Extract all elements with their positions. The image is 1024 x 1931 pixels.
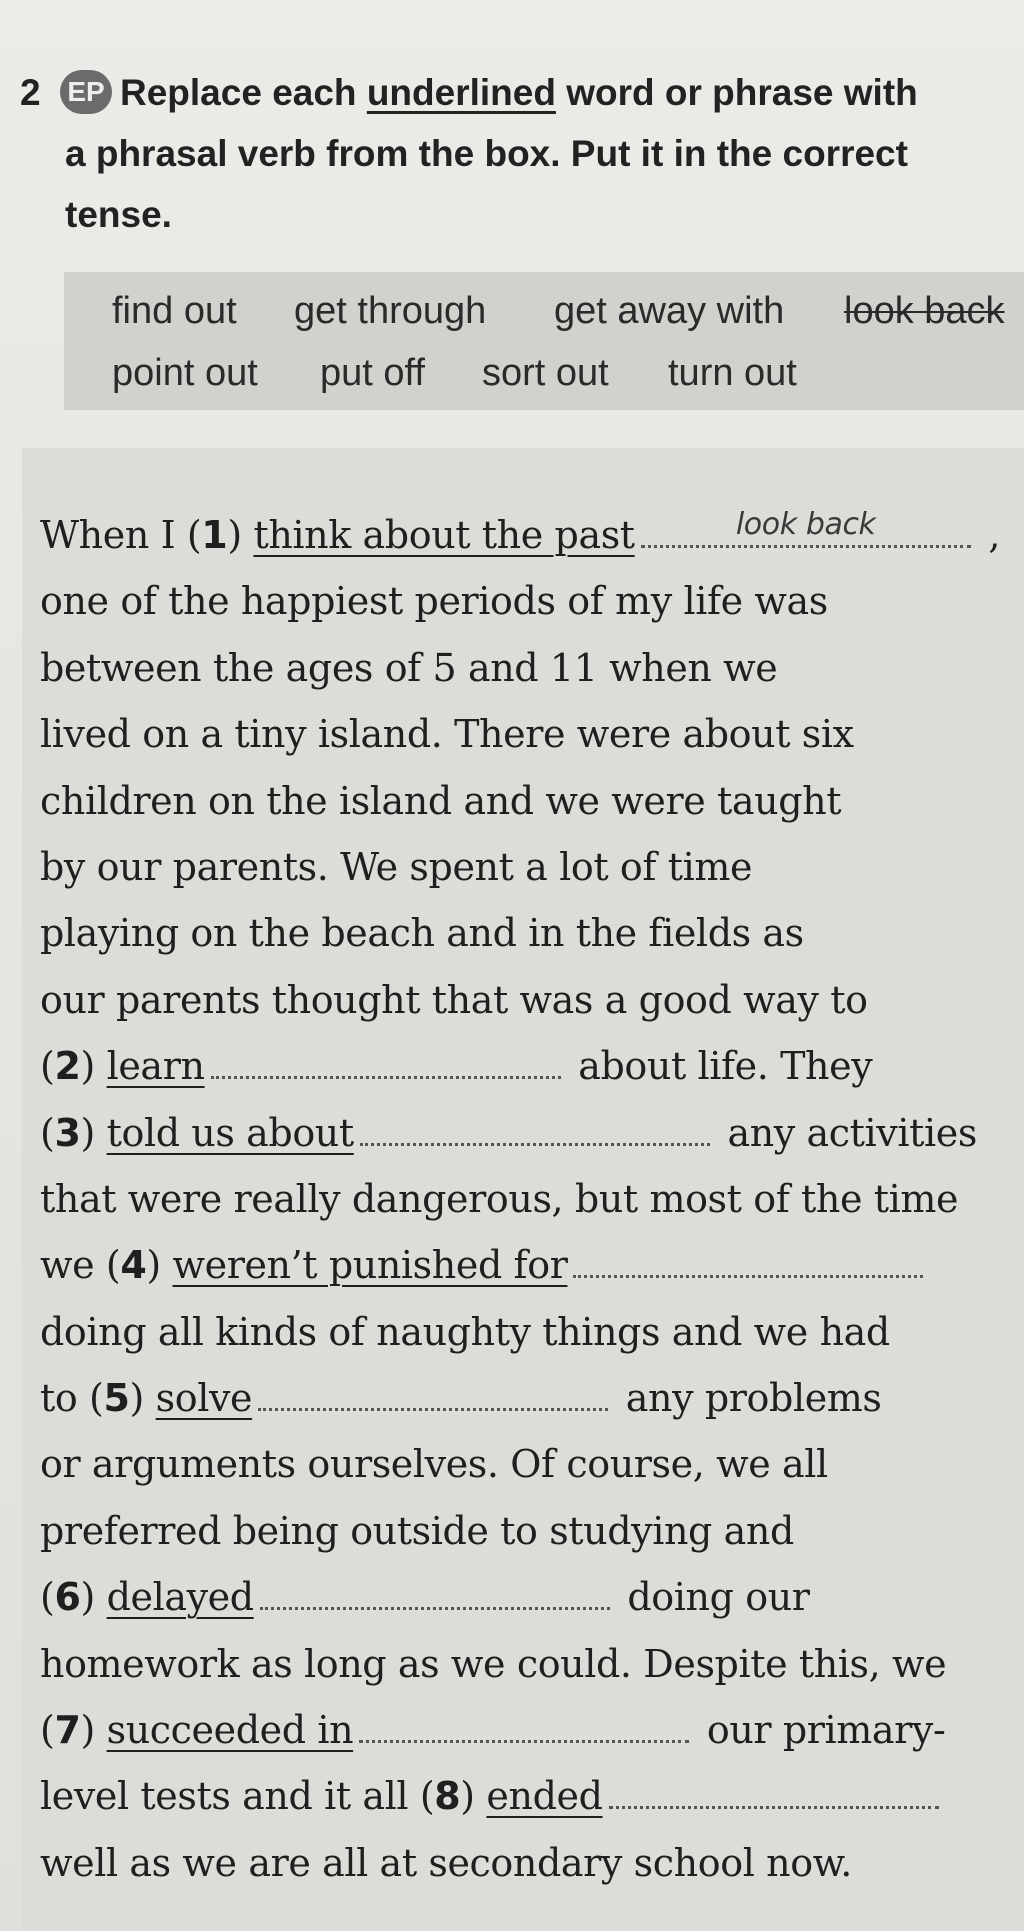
answer-blank-4[interactable]	[573, 1245, 923, 1278]
passage-line-15: or arguments ourselves. Of course, we all	[40, 1442, 828, 1487]
underlined-phrase-1: think about the past	[253, 513, 635, 557]
passage-line-1: When I (1) think about the past look back ,	[40, 507, 1001, 557]
passage-line-6: by our parents. We spent a lot of time	[40, 844, 753, 889]
passage-line-16: preferred being outside to studying and	[40, 1508, 794, 1553]
answer-blank-7[interactable]	[359, 1710, 689, 1743]
exercise-number: 2	[20, 72, 41, 113]
passage-line-8: our parents thought that was a good way to	[40, 977, 868, 1022]
exercise-instruction: 2 EP Replace each underlined word or phrase with a phrasal verb from the box. Put it in the correct tense.	[20, 62, 1010, 245]
passage-line-10: (3) told us about any activities	[40, 1110, 977, 1155]
passage-line-21: well as we are all at secondary school now.	[40, 1840, 852, 1885]
ep-badge-icon: EP	[60, 70, 112, 114]
answer-blank-2[interactable]	[211, 1046, 561, 1079]
word-turn-out: turn out	[668, 352, 797, 394]
passage-line-3: between the ages of 5 and 11 when we	[40, 645, 778, 690]
underlined-phrase-4: weren’t punished for	[172, 1243, 568, 1288]
passage-line-5: children on the island and we were taught	[40, 778, 842, 823]
answer-blank-6[interactable]	[260, 1577, 610, 1610]
answer-1: look back	[735, 507, 876, 542]
underlined-phrase-8: ended	[486, 1774, 603, 1819]
phrasal-verb-box	[64, 272, 1024, 410]
word-sort-out: sort out	[482, 352, 609, 394]
passage-line-17: (6) delayed doing our	[40, 1575, 810, 1620]
passage-line-20: level tests and it all (8) ended	[40, 1763, 1020, 1829]
passage-line-2: one of the happiest periods of my life was	[40, 579, 828, 624]
underlined-phrase-2: learn	[106, 1044, 205, 1089]
word-find-out: find out	[112, 290, 237, 332]
word-look-back-crossed: look back	[844, 290, 1005, 332]
passage-line-4: lived on a tiny island. There were about six	[40, 712, 854, 757]
word-put-off: put off	[320, 352, 425, 394]
underlined-phrase-7: succeeded in	[106, 1708, 354, 1753]
underlined-phrase-3: told us about	[106, 1110, 354, 1155]
word-get-through: get through	[294, 290, 487, 332]
passage-line-18: homework as long as we could. Despite this, we	[40, 1641, 947, 1686]
passage-line-12: we (4) weren’t punished for	[40, 1232, 1020, 1298]
word-get-away-with: get away with	[554, 290, 785, 332]
underlined-phrase-5: solve	[155, 1376, 253, 1421]
word-point-out: point out	[112, 352, 258, 394]
underlined-phrase-6: delayed	[106, 1575, 254, 1620]
answer-blank-5[interactable]	[258, 1378, 608, 1411]
answer-blank-3[interactable]	[360, 1113, 710, 1146]
passage-line-14: to (5) solve any problems	[40, 1376, 882, 1421]
passage-line-19: (7) succeeded in our primary-	[40, 1708, 946, 1753]
passage-line-7: playing on the beach and in the fields as	[40, 911, 804, 956]
answer-blank-8[interactable]	[609, 1776, 939, 1809]
passage-line-11: that were really dangerous, but most of the time	[40, 1176, 959, 1221]
passage-line-13: doing all kinds of naughty things and we had	[40, 1309, 890, 1354]
passage-line-9: (2) learn about life. They	[40, 1044, 873, 1089]
answer-blank-1[interactable]	[641, 507, 971, 548]
instruction-underlined-word: underlined	[366, 72, 556, 113]
passage-text	[40, 502, 1020, 1896]
